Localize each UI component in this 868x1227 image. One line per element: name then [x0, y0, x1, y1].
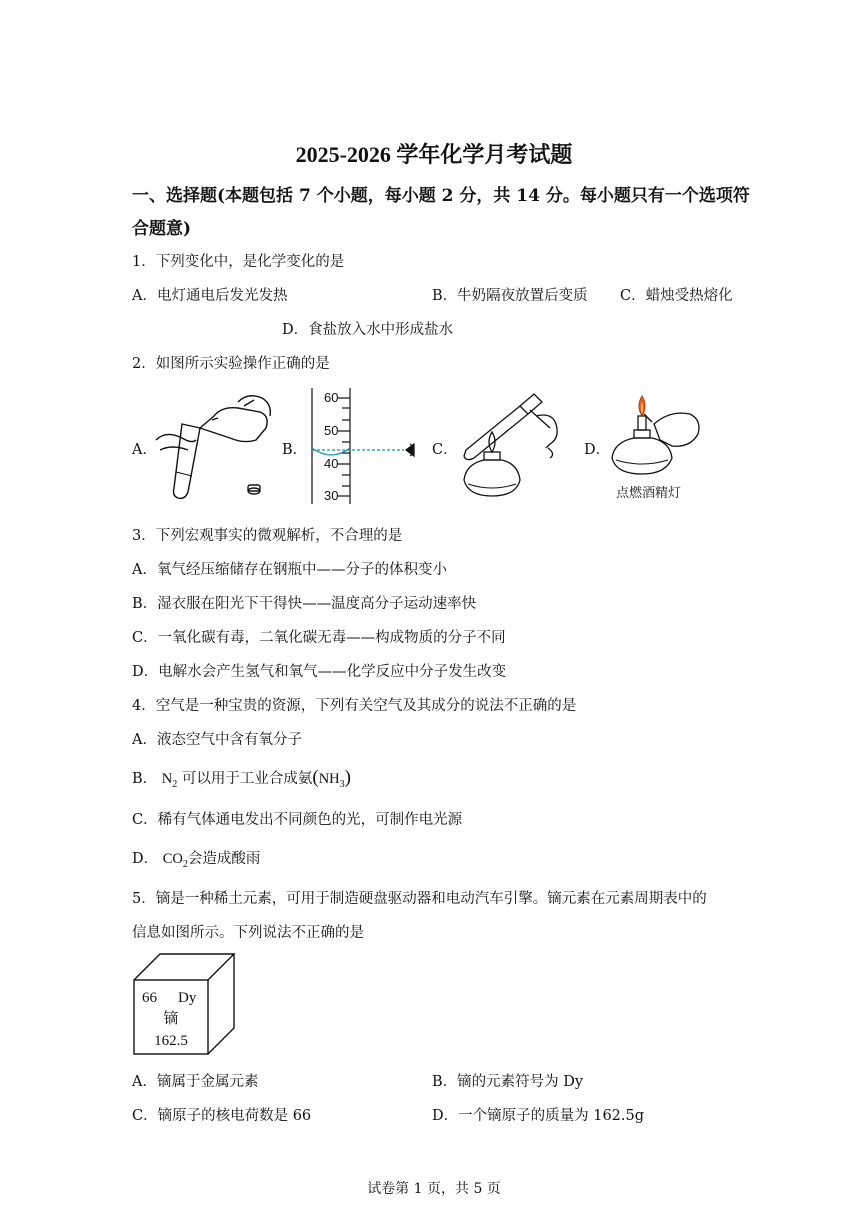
q2-stem: 2．如图所示实验操作正确的是 [132, 356, 330, 372]
q3-stem: 3．下列宏观事实的微观解析，不合理的是 [132, 528, 403, 544]
cylinder-tick-30: 30 [324, 488, 339, 503]
q5-option-d: D．一个镝原子的质量为 162.5g [432, 1108, 645, 1124]
cylinder-tick-40: 40 [324, 456, 339, 471]
lamp-caption: 点燃酒精灯 [616, 486, 682, 501]
cylinder-tick-60: 60 [324, 390, 339, 405]
section-heading-line1: 一、选择题(本题包括 7 个小题，每小题 2 分，共 14 分。每小题只有一个选项符 [132, 186, 750, 206]
formula-nh3: $NH_3$ [318, 771, 345, 790]
graduated-cylinder-reading-illustration [300, 386, 430, 506]
q3-option-a: A．氧气经压缩储存在钢瓶中——分子的体积变小 [132, 562, 447, 578]
q2-label-b: B． [282, 442, 308, 458]
heating-test-tube-illustration [452, 388, 572, 504]
q4-option-b [132, 767, 351, 790]
q2-label-a: A． [132, 442, 157, 458]
q5-stem-line2: 信息如图所示。下列说法不正确的是 [132, 925, 364, 941]
lighting-alcohol-lamp-illustration [604, 394, 704, 480]
q4-stem: 4．空气是一种宝贵的资源，下列有关空气及其成分的说法不正确的是 [132, 698, 577, 714]
q2-label-c: C． [432, 442, 458, 458]
q3-option-d: D．电解水会产生氢气和氧气——化学反应中分子发生改变 [132, 664, 507, 680]
q5-option-b: B．镝的元素符号为 Dy [432, 1074, 584, 1090]
q1-stem: 1．下列变化中，是化学变化的是 [132, 254, 345, 270]
element-card-dysprosium [130, 950, 240, 1058]
q5-option-a: A．镝属于金属元素 [132, 1074, 259, 1090]
paren-open: ( [312, 767, 319, 788]
page-footer: 试卷第 1 页，共 5 页 [367, 1181, 501, 1197]
q3-option-b: B．湿衣服在阳光下干得快——温度高分子运动速率快 [132, 596, 477, 612]
element-symbol: Dy [178, 990, 197, 1006]
q4-option-b-prefix: B． [132, 771, 158, 787]
paren-close: ) [344, 767, 351, 788]
page-title: 2025-2026 学年化学月考试题 [295, 142, 573, 167]
q2-label-d: D． [584, 442, 611, 458]
q1-option-c: C．蜡烛受热熔化 [620, 288, 733, 304]
q4-option-d-prefix: D． [132, 851, 159, 867]
element-atomic-mass: 162.5 [154, 1033, 188, 1049]
q4-option-d-text: 会造成酸雨 [187, 851, 261, 867]
element-atomic-number: 66 [142, 990, 157, 1006]
element-name: 镝 [163, 1009, 179, 1027]
formula-n2: $N_2$ [161, 771, 178, 790]
q1-option-a: A．电灯通电后发光发热 [132, 288, 288, 304]
cylinder-tick-50: 50 [324, 423, 339, 438]
q3-option-c: C．一氧化碳有毒，二氧化碳无毒——构成物质的分子不同 [132, 630, 506, 646]
q5-stem-line1: 5．镝是一种稀土元素，可用于制造硬盘驱动器和电动汽车引擎。镝元素在元素周期表中的 [132, 891, 707, 907]
q4-option-b-text: 可以用于工业合成氨 [181, 771, 313, 787]
formula-co2: $CO_2$ [162, 851, 188, 870]
q4-option-d [132, 847, 260, 870]
q1-option-d: D．食盐放入水中形成盐水 [282, 322, 454, 338]
pouring-liquid-illustration [152, 388, 280, 504]
section-heading-line2: 合题意) [132, 219, 192, 239]
q4-option-c: C．稀有气体通电发出不同颜色的光，可制作电光源 [132, 812, 463, 828]
q5-option-c: C．镝原子的核电荷数是 66 [132, 1108, 312, 1124]
q1-option-b: B．牛奶隔夜放置后变质 [432, 288, 588, 304]
q4-option-a: A．液态空气中含有氧分子 [132, 732, 302, 748]
